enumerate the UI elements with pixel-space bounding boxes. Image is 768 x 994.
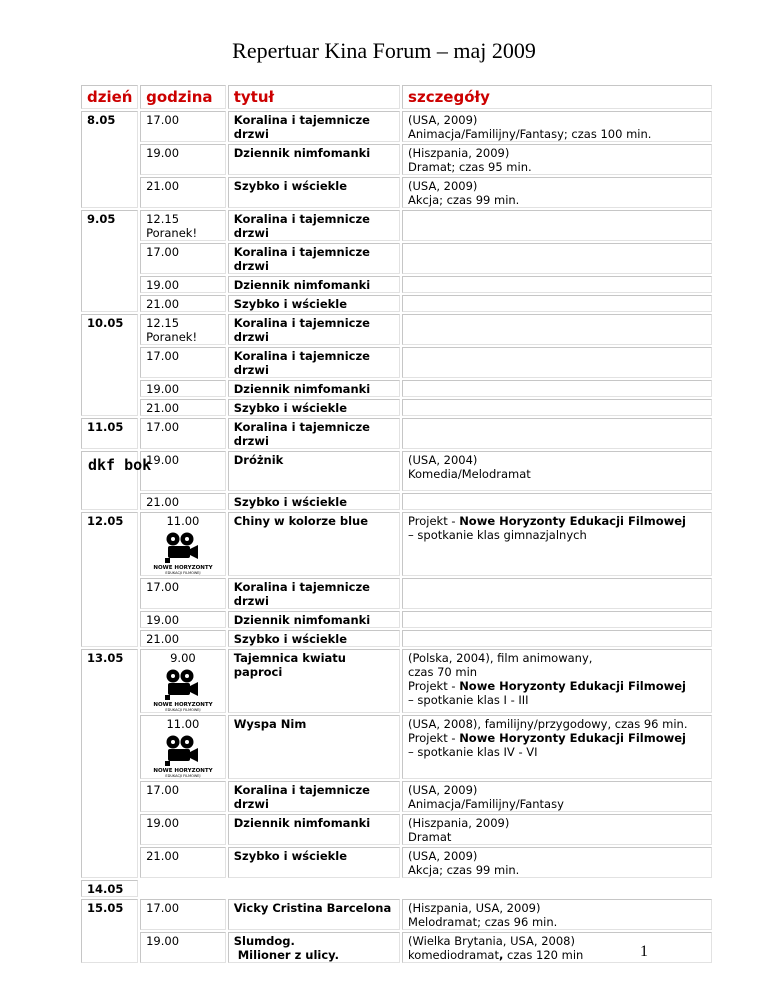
day-cell: 10.05 [81,314,138,416]
table-row [81,512,712,576]
details-text: czas 120 min [503,948,584,962]
details-line: – spotkanie klas IV - VI [408,745,538,759]
svg-text:EDUKACJI FILMOWEJ: EDUKACJI FILMOWEJ [165,571,201,575]
svg-text:NOWE HORYZONTY: NOWE HORYZONTY [153,768,213,774]
title-cell: Dziennik nimfomanki [228,611,400,628]
time-cell: 17.00 [140,781,226,812]
table-row [81,715,712,779]
details-cell [402,814,712,845]
time-cell: 17.00 [140,347,226,378]
table-row [81,781,712,812]
table-row [81,932,712,963]
table-row [81,243,712,274]
details-line: Akcja; czas 99 min. [408,193,520,207]
table-row [81,418,712,449]
details-line: Komedia/Melodramat [408,467,531,481]
details-cell [402,380,712,397]
time-cell: 17.00 [140,578,226,609]
title-line: Milioner z ulicy. [233,948,339,962]
day-cell-logo [81,451,152,510]
day-cell: 15.05 [81,899,138,963]
dkf-logo [87,456,152,490]
details-cell [402,715,712,779]
details-cell [402,210,712,241]
details-line: (Hiszpania, 2009) [408,146,510,160]
day-cell: 9.05 [81,210,138,312]
details-text: , [498,948,504,962]
title-cell: Szybko i wściekle [228,399,400,416]
details-cell [402,493,712,510]
details-line [408,948,706,962]
time-cell: 21.00 [140,630,226,647]
time-cell: 21.00 [140,295,226,312]
details-cell [402,418,712,449]
svg-text:NOWE HORYZONTY: NOWE HORYZONTY [153,565,213,571]
table-row [81,144,712,175]
details-text: komediodramat [408,948,499,962]
details-cell [402,847,712,878]
title-cell: Koralina i tajemnicze drzwi [228,210,400,241]
title-cell: Szybko i wściekle [228,630,400,647]
details-text: Projekt - [408,514,460,528]
page-title: Repertuar Kina Forum – maj 2009 [232,38,536,63]
details-cell [402,276,712,293]
svg-text:NOWE HORYZONTY: NOWE HORYZONTY [153,702,213,708]
header-day: dzień [81,85,138,109]
day-cell: 8.05 [81,111,138,208]
nowe-horyzonty-logo [155,668,211,712]
details-cell [402,512,712,576]
title-cell: Koralina i tajemnicze drzwi [228,111,400,142]
header-time: godzina [140,85,226,109]
time-cell [140,512,226,576]
header-title: tytuł [228,85,400,109]
day-cell: 13.05 [81,649,138,878]
details-cell [402,630,712,647]
time-cell [140,210,226,241]
repertoire-table [79,83,714,965]
details-cell [402,899,712,930]
table-header-row [81,85,712,109]
title-cell: Dziennik nimfomanki [228,380,400,397]
details-cell [402,578,712,609]
details-cell [402,451,712,491]
details-line: (USA, 2009) [408,113,478,127]
day-cell: 14.05 [81,880,138,897]
table-row [81,493,712,510]
table-row [81,177,712,208]
details-line: – spotkanie klas I - III [408,693,529,707]
time-cell [140,649,226,713]
title-cell: Dróżnik [228,451,400,491]
table-row [81,295,712,312]
time-cell: 17.00 [140,243,226,274]
time-note: Poranek! [146,226,198,240]
empty-cell [402,880,712,897]
empty-cell [140,880,226,897]
details-cell [402,144,712,175]
time-cell [140,715,226,779]
time-cell: 21.00 [140,399,226,416]
title-cell: Koralina i tajemnicze drzwi [228,347,400,378]
title-cell: Vicky Cristina Barcelona [228,899,400,930]
nowe-horyzonty-logo [155,531,211,575]
details-line: (USA, 2009) [408,849,478,863]
time-line: 11.00 [166,717,200,731]
details-line: (Wielka Brytania, USA, 2008) [408,934,575,948]
details-line: (USA, 2009) [408,179,478,193]
table-row [81,210,712,241]
title-cell: Koralina i tajemnicze drzwi [228,781,400,812]
table-row [81,578,712,609]
day-cell: 12.05 [81,512,138,647]
table-row [81,451,712,491]
details-line: (Polska, 2004), film animowany, [408,651,593,665]
title-line: Slumdog. [233,934,295,948]
details-line: – spotkanie klas gimnazjalnych [408,528,587,542]
time-line: 12.15 [146,316,180,330]
details-cell [402,243,712,274]
time-cell: 21.00 [140,847,226,878]
details-cell [402,347,712,378]
time-cell: 19.00 [140,451,226,491]
title-cell: Dziennik nimfomanki [228,144,400,175]
details-line: (USA, 2009) [408,783,478,797]
title-cell: Chiny w kolorze blue [228,512,400,576]
project-name: Nowe Horyzonty Edukacji Filmowej [459,514,686,528]
time-line: 9.00 [170,651,196,665]
time-cell: 19.00 [140,932,226,963]
time-cell [140,314,226,345]
time-cell: 19.00 [140,380,226,397]
details-line: (Hiszpania, 2009) [408,816,510,830]
details-line: (USA, 2004) [408,453,478,467]
time-line: 11.00 [166,514,200,528]
title-cell: Koralina i tajemnicze drzwi [228,578,400,609]
table-row [81,847,712,878]
time-note: Poranek! [146,330,198,344]
time-line: 12.15 [146,212,180,226]
time-cell: 19.00 [140,611,226,628]
time-cell: 19.00 [140,144,226,175]
header-details: szczegóły [402,85,712,109]
svg-text:EDUKACJI FILMOWEJ: EDUKACJI FILMOWEJ [165,708,201,712]
details-text: Projekt - [408,679,460,693]
details-line: Animacja/Familijny/Fantasy [408,797,564,811]
title-cell: Koralina i tajemnicze drzwi [228,314,400,345]
table-row [81,899,712,930]
table-row [81,649,712,713]
page-number: 1 [640,943,648,960]
title-cell: Wyspa Nim [228,715,400,779]
table-row [81,380,712,397]
details-cell [402,399,712,416]
details-line: Akcja; czas 99 min. [408,863,520,877]
details-line: (Hiszpania, USA, 2009) [408,901,541,915]
time-cell: 21.00 [140,177,226,208]
details-cell [402,932,712,963]
time-cell: 17.00 [140,899,226,930]
title-cell: Szybko i wściekle [228,177,400,208]
details-cell [402,649,712,713]
details-cell [402,177,712,208]
table-row [81,111,712,142]
empty-cell [228,880,400,897]
table-row [81,347,712,378]
details-cell [402,611,712,628]
time-cell: 17.00 [140,111,226,142]
table-row [81,611,712,628]
time-cell: 17.00 [140,418,226,449]
svg-text:EDUKACJI FILMOWEJ: EDUKACJI FILMOWEJ [165,774,201,778]
time-cell: 19.00 [140,276,226,293]
details-cell [402,314,712,345]
time-cell: 19.00 [140,814,226,845]
title-cell: Szybko i wściekle [228,295,400,312]
title-cell: Tajemnica kwiatu paproci [228,649,400,713]
table-row [81,814,712,845]
details-text: (USA, 2008), familijny/przygodowy, czas 96 min. Projekt - [408,717,688,745]
title-cell [228,932,400,963]
nowe-horyzonty-logo [155,734,211,778]
details-line: czas 70 min [408,665,478,679]
table-row [81,276,712,293]
title-cell: Szybko i wściekle [228,847,400,878]
title-cell: Dziennik nimfomanki [228,276,400,293]
project-name: Nowe Horyzonty Edukacji Filmowej [459,679,686,693]
details-cell [402,781,712,812]
time-cell: 21.00 [140,493,226,510]
table-row [81,399,712,416]
table-row [81,880,712,897]
svg-text:dkf bok: dkf bok [88,456,152,474]
title-cell: Koralina i tajemnicze drzwi [228,418,400,449]
title-cell: Dziennik nimfomanki [228,814,400,845]
details-line: Melodramat; czas 96 min. [408,915,558,929]
title-cell: Szybko i wściekle [228,493,400,510]
table-row [81,630,712,647]
details-cell [402,295,712,312]
project-name: Nowe Horyzonty Edukacji Filmowej [459,731,686,745]
title-cell: Koralina i tajemnicze drzwi [228,243,400,274]
details-cell [402,111,712,142]
details-line: Animacja/Familijny/Fantasy; czas 100 min. [408,127,652,141]
details-line: Dramat [408,830,452,844]
table-row [81,314,712,345]
details-line: Dramat; czas 95 min. [408,160,532,174]
day-cell: 11.05 [81,418,138,449]
